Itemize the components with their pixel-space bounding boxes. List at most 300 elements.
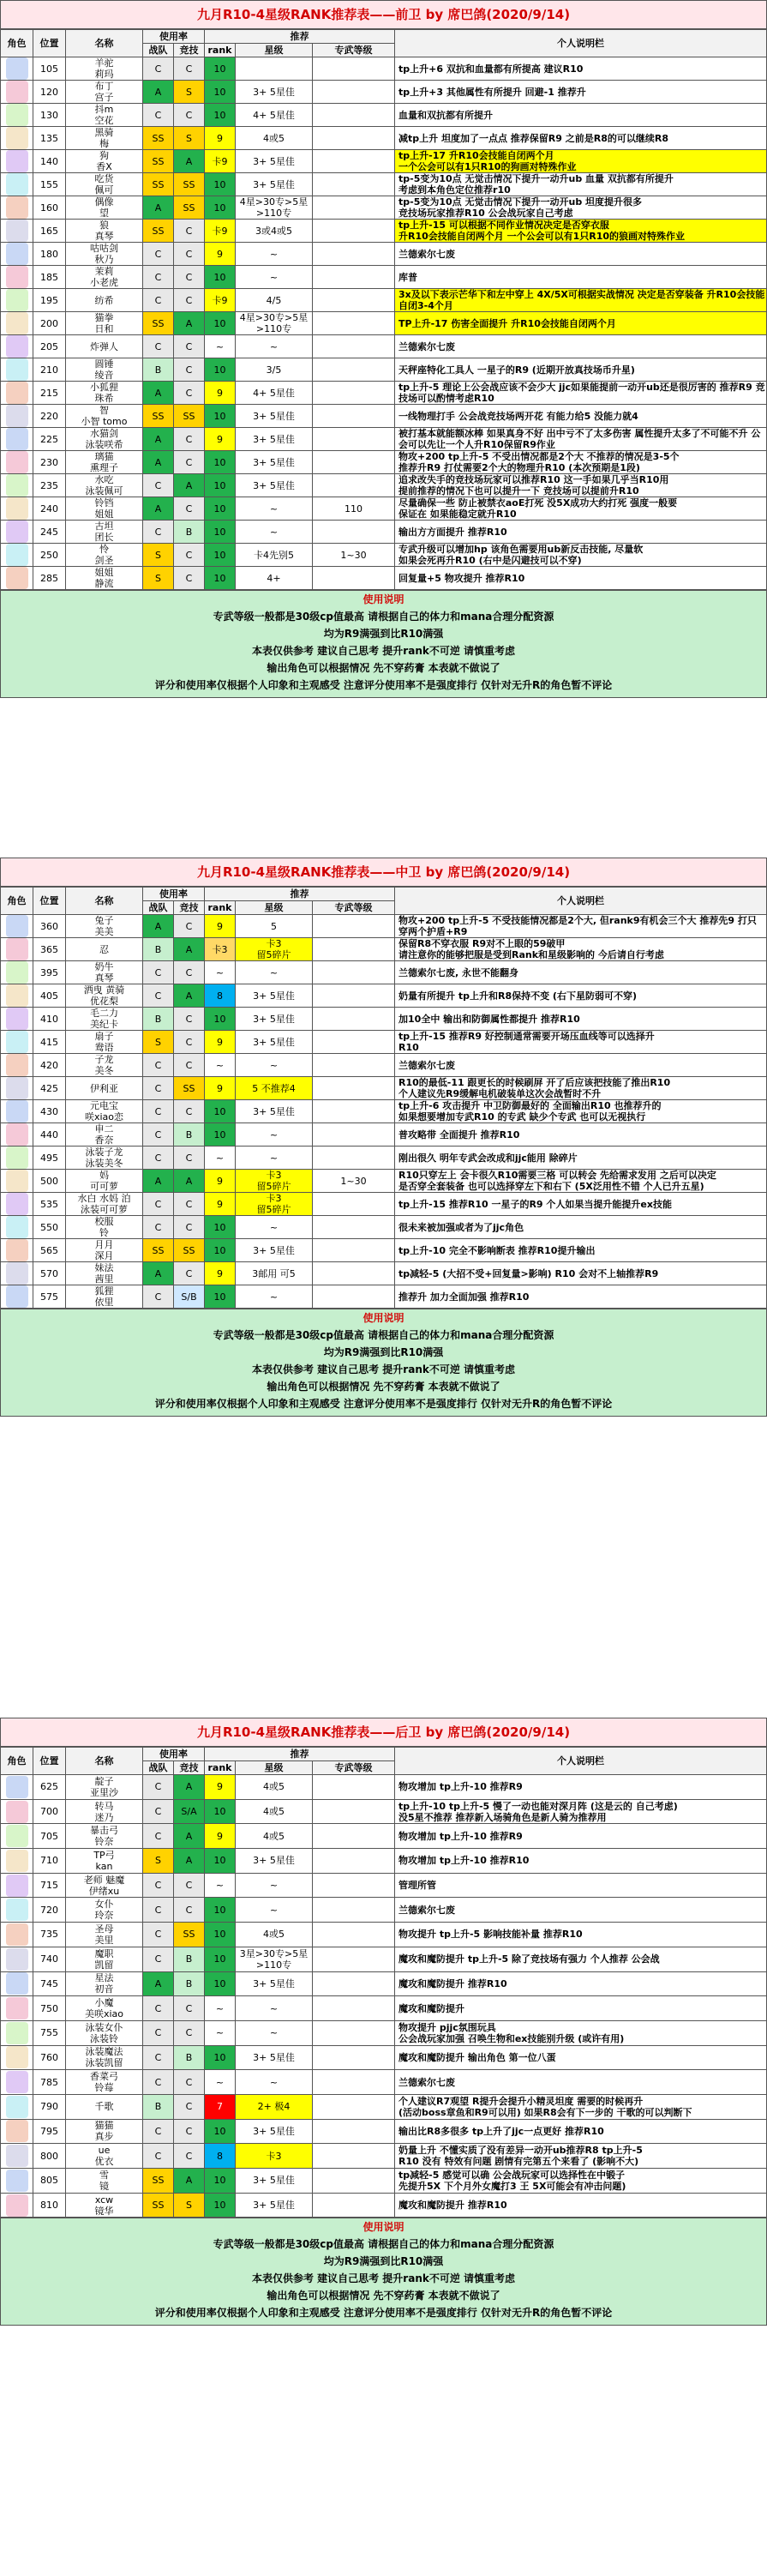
arena-usage: C [174,266,205,289]
battle-usage: C [143,2070,174,2095]
position-cell: 185 [33,266,66,289]
comment-cell: tp上升-17 升R10会技能自闭两个月 一个公会可以有1只R10的狗画对特殊作业 [395,150,767,173]
rank-cell: ~ [205,961,236,984]
battle-usage: C [143,1100,174,1123]
star-cell: 3邮用 可5 [236,1262,313,1285]
battle-usage: C [143,1947,174,1971]
character-name: 咕咕剑 秋乃 [66,243,143,266]
comment-cell: 被打基本就能额冰棒 如果真身不好 出中亏不了太多伤害 属性提升太多了不可能不升 公会可以先让一个人升R10保留R9作业 [395,428,767,451]
header-position: 位置 [33,30,66,57]
table-row [1,127,767,150]
avatar [6,938,28,960]
exclusive-weapon-cell [313,1799,395,1824]
battle-usage: C [143,1147,174,1170]
comment-cell: 奶量有所提升 tp上升和R8保持不变 (右下星防弱可不穿) [395,984,767,1008]
rank-cell: 10 [205,1100,236,1123]
header-recommend: 推荐 [205,1748,395,1761]
exclusive-weapon-cell [313,81,395,104]
rank-cell: 10 [205,451,236,474]
comment-cell: 物攻提升 pjjc氛围玩具 公会战玩家加强 召唤生物和ex技能别升级 (或许有用) [395,2020,767,2045]
character-portrait [1,1147,33,1170]
footer-line: 专武等级一般都是30级cp值最高 请根据自己的体力和mana合理分配资源 [213,1329,554,1341]
comment-cell: 专武升级可以增加hp 该角色需要用ub新反击技能, 尽量软 如果会死再升R10 (右中是闪避技可以不穿) [395,544,767,567]
rank-cell: 10 [205,1216,236,1239]
table-row [1,1285,767,1309]
exclusive-weapon-cell [313,1996,395,2021]
section-title: 九月R10-4星级RANK推荐表——中卫 by 席巴鸽(2020/9/14) [0,858,767,887]
character-name: 茉莉 小老虎 [66,266,143,289]
character-name: 妹法 茜里 [66,1262,143,1285]
comment-cell: tp上升-15 可以根据不同作业情况决定是否穿衣服 升R10会技能自闭两个月 一个公会可以有1只R10的狼画对特殊作业 [395,220,767,243]
comment-cell: 兰德索尔七废, 永世不能翻身 [395,961,767,984]
exclusive-weapon-cell [313,2144,395,2169]
header-role: 角色 [1,1748,33,1775]
table-row [1,1873,767,1898]
battle-usage: SS [143,2193,174,2218]
character-name: 香菜弓 铃莓 [66,2070,143,2095]
character-name: 偶像 望 [66,196,143,220]
arena-usage: SS [174,196,205,220]
header-exclusive: 专武等级 [313,1761,395,1775]
rank-cell: 10 [205,1239,236,1262]
arena-usage: C [174,1898,205,1923]
battle-usage: B [143,358,174,382]
footer-line: 本表仅供参考 建议自己思考 提升rank不可逆 请慎重考虑 [251,645,516,657]
character-name: 女仆 玲奈 [66,1898,143,1923]
battle-usage: C [143,2144,174,2169]
position-cell: 165 [33,220,66,243]
table-row [1,1996,767,2021]
rank-cell: 10 [205,2045,236,2070]
exclusive-weapon-cell [313,196,395,220]
rank-table [0,1747,767,2218]
header-rank: rank [205,901,236,915]
footer-heading: 使用说明 [363,593,404,605]
battle-usage: C [143,521,174,544]
arena-usage: A [174,150,205,173]
character-name: 暴击弓 铃奈 [66,1824,143,1849]
comment-cell: tp上升+3 其他属性有所提升 回避-1 推荐升 [395,81,767,104]
character-portrait [1,984,33,1008]
battle-usage: SS [143,127,174,150]
character-name: 扇子 鸯语 [66,1031,143,1054]
character-name: ue 优衣 [66,2144,143,2169]
battle-usage: A [143,1262,174,1285]
rank-cell: 9 [205,127,236,150]
arena-usage: C [174,2144,205,2169]
position-cell: 415 [33,1031,66,1054]
rank-cell: 10 [205,2169,236,2194]
position-cell: 230 [33,451,66,474]
character-portrait [1,567,33,590]
character-name: 铃铛 姐姐 [66,497,143,521]
arena-usage: S [174,2193,205,2218]
avatar [6,915,28,937]
arena-usage: C [174,1147,205,1170]
position-cell: 495 [33,1147,66,1170]
rank-cell: 卡9 [205,220,236,243]
header-battle: 战队 [143,1761,174,1775]
character-name: 泳装女仆 泳装铃 [66,2020,143,2045]
position-cell: 235 [33,474,66,497]
avatar [6,358,28,381]
comment-cell: 兰德索尔七废 [395,1054,767,1077]
character-portrait [1,2045,33,2070]
character-name: 小狐狸 珠希 [66,382,143,405]
table-row [1,382,767,405]
header-star: 星级 [236,1761,313,1775]
star-cell: 2+ 极4 [236,2094,313,2119]
table-row [1,81,767,104]
star-cell: ~ [236,2020,313,2045]
rank-cell: 9 [205,243,236,266]
exclusive-weapon-cell [313,1898,395,1923]
battle-usage: B [143,938,174,961]
character-name: 姐姐 静流 [66,567,143,590]
arena-usage: A [174,1849,205,1874]
rank-cell: 9 [205,1170,236,1193]
character-portrait [1,405,33,428]
star-cell: ~ [236,1147,313,1170]
position-cell: 535 [33,1193,66,1216]
arena-usage: C [174,289,205,312]
rank-cell: 10 [205,544,236,567]
comment-cell: 物攻+200 tp上升-5 不受技能情况都是2个大, 但rank9有机会三个大 推荐先9 打只穿两个护盾+R9 [395,915,767,938]
avatar [6,1147,28,1169]
character-name: 水猫剑 泳装咲希 [66,428,143,451]
avatar [6,289,28,311]
rank-cell: 10 [205,1971,236,1996]
avatar [6,335,28,358]
position-cell: 440 [33,1123,66,1147]
rank-cell: 10 [205,173,236,196]
star-cell: ~ [236,521,313,544]
header-usage: 使用率 [143,30,205,44]
character-portrait [1,2144,33,2169]
character-portrait [1,1239,33,1262]
battle-usage: C [143,2020,174,2045]
arena-usage: C [174,220,205,243]
exclusive-weapon-cell [313,428,395,451]
exclusive-weapon-cell [313,1100,395,1123]
footer-line: 输出角色可以根据情况 先不穿药膏 本表就不做说了 [267,2290,500,2302]
comment-cell: 个人建议R7观望 R提升会提升小精灵坦度 需要的时候再升 (活动boss章鱼和R9可以用) 如果R8会有下一步的 干歌的可以判断下 [395,2094,767,2119]
character-portrait [1,104,33,127]
exclusive-weapon-cell [313,1947,395,1971]
table-row [1,289,767,312]
character-portrait [1,2119,33,2144]
position-cell: 425 [33,1077,66,1100]
battle-usage: C [143,57,174,81]
avatar [6,1193,28,1215]
header-recommend: 推荐 [205,30,395,44]
table-row [1,1008,767,1031]
exclusive-weapon-cell [313,567,395,590]
rank-cell: 8 [205,984,236,1008]
character-name: 纺希 [66,289,143,312]
exclusive-weapon-cell: 1~30 [313,1170,395,1193]
position-cell: 740 [33,1947,66,1971]
header-exclusive: 专武等级 [313,901,395,915]
table-row [1,335,767,358]
battle-usage: C [143,1123,174,1147]
exclusive-weapon-cell [313,1147,395,1170]
battle-usage: C [143,1898,174,1923]
exclusive-weapon-cell [313,961,395,984]
rank-cell: 10 [205,497,236,521]
exclusive-weapon-cell [313,1971,395,1996]
position-cell: 215 [33,382,66,405]
comment-cell: 刚出很久 明年专武会改成和jjc能用 除碎片 [395,1147,767,1170]
table-row [1,984,767,1008]
rank-cell: 10 [205,358,236,382]
star-cell: 3+ 5星佳 [236,81,313,104]
position-cell: 755 [33,2020,66,2045]
arena-usage: C [174,1031,205,1054]
character-portrait [1,173,33,196]
table-row [1,104,767,127]
table-row [1,196,767,220]
position-cell: 575 [33,1285,66,1309]
table-row [1,1123,767,1147]
comment-cell: R10的最低-11 跟更长的时候刷屏 开了后应该把技能了推出R10 个人建议先R9缓解电机破装单这次会战暂时不升 [395,1077,767,1100]
comment-cell: tp上升-5 理论上公会战应该不会少大 jjc如果能提前一动开ub还是很厉害的 推荐R9 竞技场可以酌情考虑R10 [395,382,767,405]
exclusive-weapon-cell: 1~30 [313,544,395,567]
avatar [6,961,28,984]
star-cell: 3+ 5星佳 [236,1008,313,1031]
table-row [1,312,767,335]
arena-usage: SS [174,1077,205,1100]
battle-usage: C [143,961,174,984]
character-portrait [1,1947,33,1971]
position-cell: 155 [33,173,66,196]
table-row [1,961,767,984]
avatar [6,2170,28,2192]
comment-cell: 兰德索尔七废 [395,2070,767,2095]
exclusive-weapon-cell [313,2119,395,2144]
avatar [6,1923,28,1946]
star-cell: 3/5 [236,358,313,382]
character-portrait [1,1170,33,1193]
arena-usage: S [174,81,205,104]
table-row [1,57,767,81]
character-portrait [1,1775,33,1800]
exclusive-weapon-cell [313,220,395,243]
star-cell: 3+ 5星佳 [236,150,313,173]
header-comment: 个人说明栏 [395,30,767,57]
exclusive-weapon-cell [313,173,395,196]
character-name: 雪 镜 [66,2169,143,2194]
star-cell: 3+ 5星佳 [236,2193,313,2218]
table-row [1,1239,767,1262]
position-cell: 790 [33,2094,66,2119]
position-cell: 625 [33,1775,66,1800]
comment-cell: 魔攻和魔防提升 推荐R10 [395,1971,767,1996]
position-cell: 700 [33,1799,66,1824]
rank-cell: 9 [205,1824,236,1849]
avatar [6,2071,28,2093]
battle-usage: SS [143,405,174,428]
character-portrait [1,220,33,243]
avatar [6,2194,28,2217]
rank-cell: 10 [205,1285,236,1309]
battle-usage: B [143,1008,174,1031]
rank-cell: 10 [205,2119,236,2144]
position-cell: 565 [33,1239,66,1262]
comment-cell: tp上升-10 tp上升-5 慢了一动也能对深月阵 (这是云的 自己考虑) 没5星不推荐 推荐新入场骑角色是新人骑为推荐用 [395,1799,767,1824]
comment-cell: 兰德索尔七废 [395,243,767,266]
rank-cell: 9 [205,1031,236,1054]
table-row [1,243,767,266]
position-cell: 195 [33,289,66,312]
battle-usage: A [143,1170,174,1193]
comment-cell: 物攻增加 tp上升-10 推荐R10 [395,1849,767,1874]
battle-usage: A [143,1971,174,1996]
avatar [6,1077,28,1099]
exclusive-weapon-cell [313,312,395,335]
arena-usage: A [174,474,205,497]
comment-cell: 魔攻和魔防提升 [395,1996,767,2021]
character-name: 水白 水妈 泊 泳装可可萝 [66,1193,143,1216]
character-name: 圆锤 绫音 [66,358,143,382]
rank-cell: ~ [205,2070,236,2095]
comment-cell: 保留R8不穿衣服 R9对不上眼的59破甲 请注意你的能够把服是受到Rank和星级影响的 今后请自行考虑 [395,938,767,961]
table-row [1,521,767,544]
position-cell: 735 [33,1923,66,1947]
arena-usage: S/B [174,1285,205,1309]
table-row [1,220,767,243]
avatar [6,1054,28,1076]
star-cell [236,57,313,81]
header-star: 星级 [236,44,313,57]
avatar [6,1875,28,1897]
exclusive-weapon-cell [313,1849,395,1874]
position-cell: 410 [33,1008,66,1031]
comment-cell: 物攻提升 tp上升-5 影响技能补量 推荐R10 [395,1923,767,1947]
table-row [1,1824,767,1849]
character-portrait [1,1971,33,1996]
arena-usage: C [174,1100,205,1123]
battle-usage: C [143,1824,174,1849]
character-name: 伊利亚 [66,1077,143,1100]
battle-usage: C [143,266,174,289]
character-name: xcw 镜华 [66,2193,143,2218]
character-portrait [1,1873,33,1898]
table-row [1,405,767,428]
comment-cell: 推荐升 加力全面加强 推荐R10 [395,1285,767,1309]
star-cell: ~ [236,1898,313,1923]
comment-cell: 普攻略带 全面提升 推荐R10 [395,1123,767,1147]
avatar [6,150,28,172]
exclusive-weapon-cell [313,289,395,312]
footer-line: 评分和使用率仅根据个人印象和主观感受 注意评分使用率不是强度排行 仅针对无升R的角色暂不评论 [154,1398,613,1410]
star-cell: 3+ 5星佳 [236,428,313,451]
avatar [6,243,28,265]
comment-cell: 魔攻和魔防提升 tp上升-5 除了竞技场有强力 个人推荐 公会战 [395,1947,767,1971]
rank-table [0,887,767,1309]
exclusive-weapon-cell [313,150,395,173]
rank-cell: 10 [205,266,236,289]
rank-cell: 9 [205,428,236,451]
star-cell: ~ [236,1123,313,1147]
avatar [6,2096,28,2118]
battle-usage: C [143,1216,174,1239]
header-role: 角色 [1,888,33,915]
table-row [1,451,767,474]
arena-usage: C [174,2070,205,2095]
avatar [6,1170,28,1192]
star-cell: ~ [236,2070,313,2095]
exclusive-weapon-cell [313,1216,395,1239]
table-row [1,1799,767,1824]
table-row [1,2094,767,2119]
battle-usage: A [143,915,174,938]
exclusive-weapon-cell [313,451,395,474]
avatar [6,1972,28,1995]
arena-usage: C [174,961,205,984]
usage-footer [0,1309,767,1417]
avatar [6,1801,28,1823]
rank-cell: ~ [205,1996,236,2021]
battle-usage: C [143,1799,174,1824]
comment-cell: tp上升-6 攻击提升 中卫防御最好的 全面输出R10 也推荐升的 如果想要增加专武R10 的专武 缺少个专武 也可以无视执行 [395,1100,767,1123]
character-portrait [1,2094,33,2119]
table-row [1,1947,767,1971]
avatar [6,1031,28,1053]
star-cell: 卡4先别5 [236,544,313,567]
position-cell: 760 [33,2045,66,2070]
arena-usage: C [174,544,205,567]
arena-usage: A [174,2169,205,2194]
rank-cell: 卡3 [205,938,236,961]
character-name: 毛二力 美纪卡 [66,1008,143,1031]
exclusive-weapon-cell [313,382,395,405]
character-portrait [1,289,33,312]
position-cell: 200 [33,312,66,335]
battle-usage: C [143,1285,174,1309]
battle-usage: C [143,1996,174,2021]
comment-cell: 魔攻和魔防提升 输出角色 第一位八蛋 [395,2045,767,2070]
comment-cell: 血量和双抗都有所提升 [395,104,767,127]
footer-line: 本表仅供参考 建议自己思考 提升rank不可逆 请慎重考虑 [251,2272,516,2285]
exclusive-weapon-cell [313,335,395,358]
position-cell: 135 [33,127,66,150]
character-portrait [1,2070,33,2095]
exclusive-weapon-cell [313,1123,395,1147]
star-cell: ~ [236,1285,313,1309]
position-cell: 245 [33,521,66,544]
battle-usage: C [143,1077,174,1100]
header-name: 名称 [66,888,143,915]
character-name: 泳装魔法 泳装凯留 [66,2045,143,2070]
position-cell: 430 [33,1100,66,1123]
table-row [1,2119,767,2144]
rank-cell: 9 [205,1262,236,1285]
arena-usage: A [174,938,205,961]
comment-cell: 兰德索尔七废 [395,335,767,358]
comment-cell: 物攻+200 tp上升-5 不受出情况都是2个大 不推荐的情况是3-5个 推荐升R9 打仗需要2个大的物理升R10 (本次预期是1段) [395,451,767,474]
avatar [6,1239,28,1261]
comment-cell: 天秤座特化工具人 一星子的R9 (近期开放真技场币升星) [395,358,767,382]
table-row [1,173,767,196]
character-portrait [1,150,33,173]
character-name: 靛子 亚里沙 [66,1775,143,1800]
character-portrait [1,1031,33,1054]
character-portrait [1,1898,33,1923]
position-cell: 140 [33,150,66,173]
rank-table-section [0,1718,767,2326]
table-row [1,497,767,521]
